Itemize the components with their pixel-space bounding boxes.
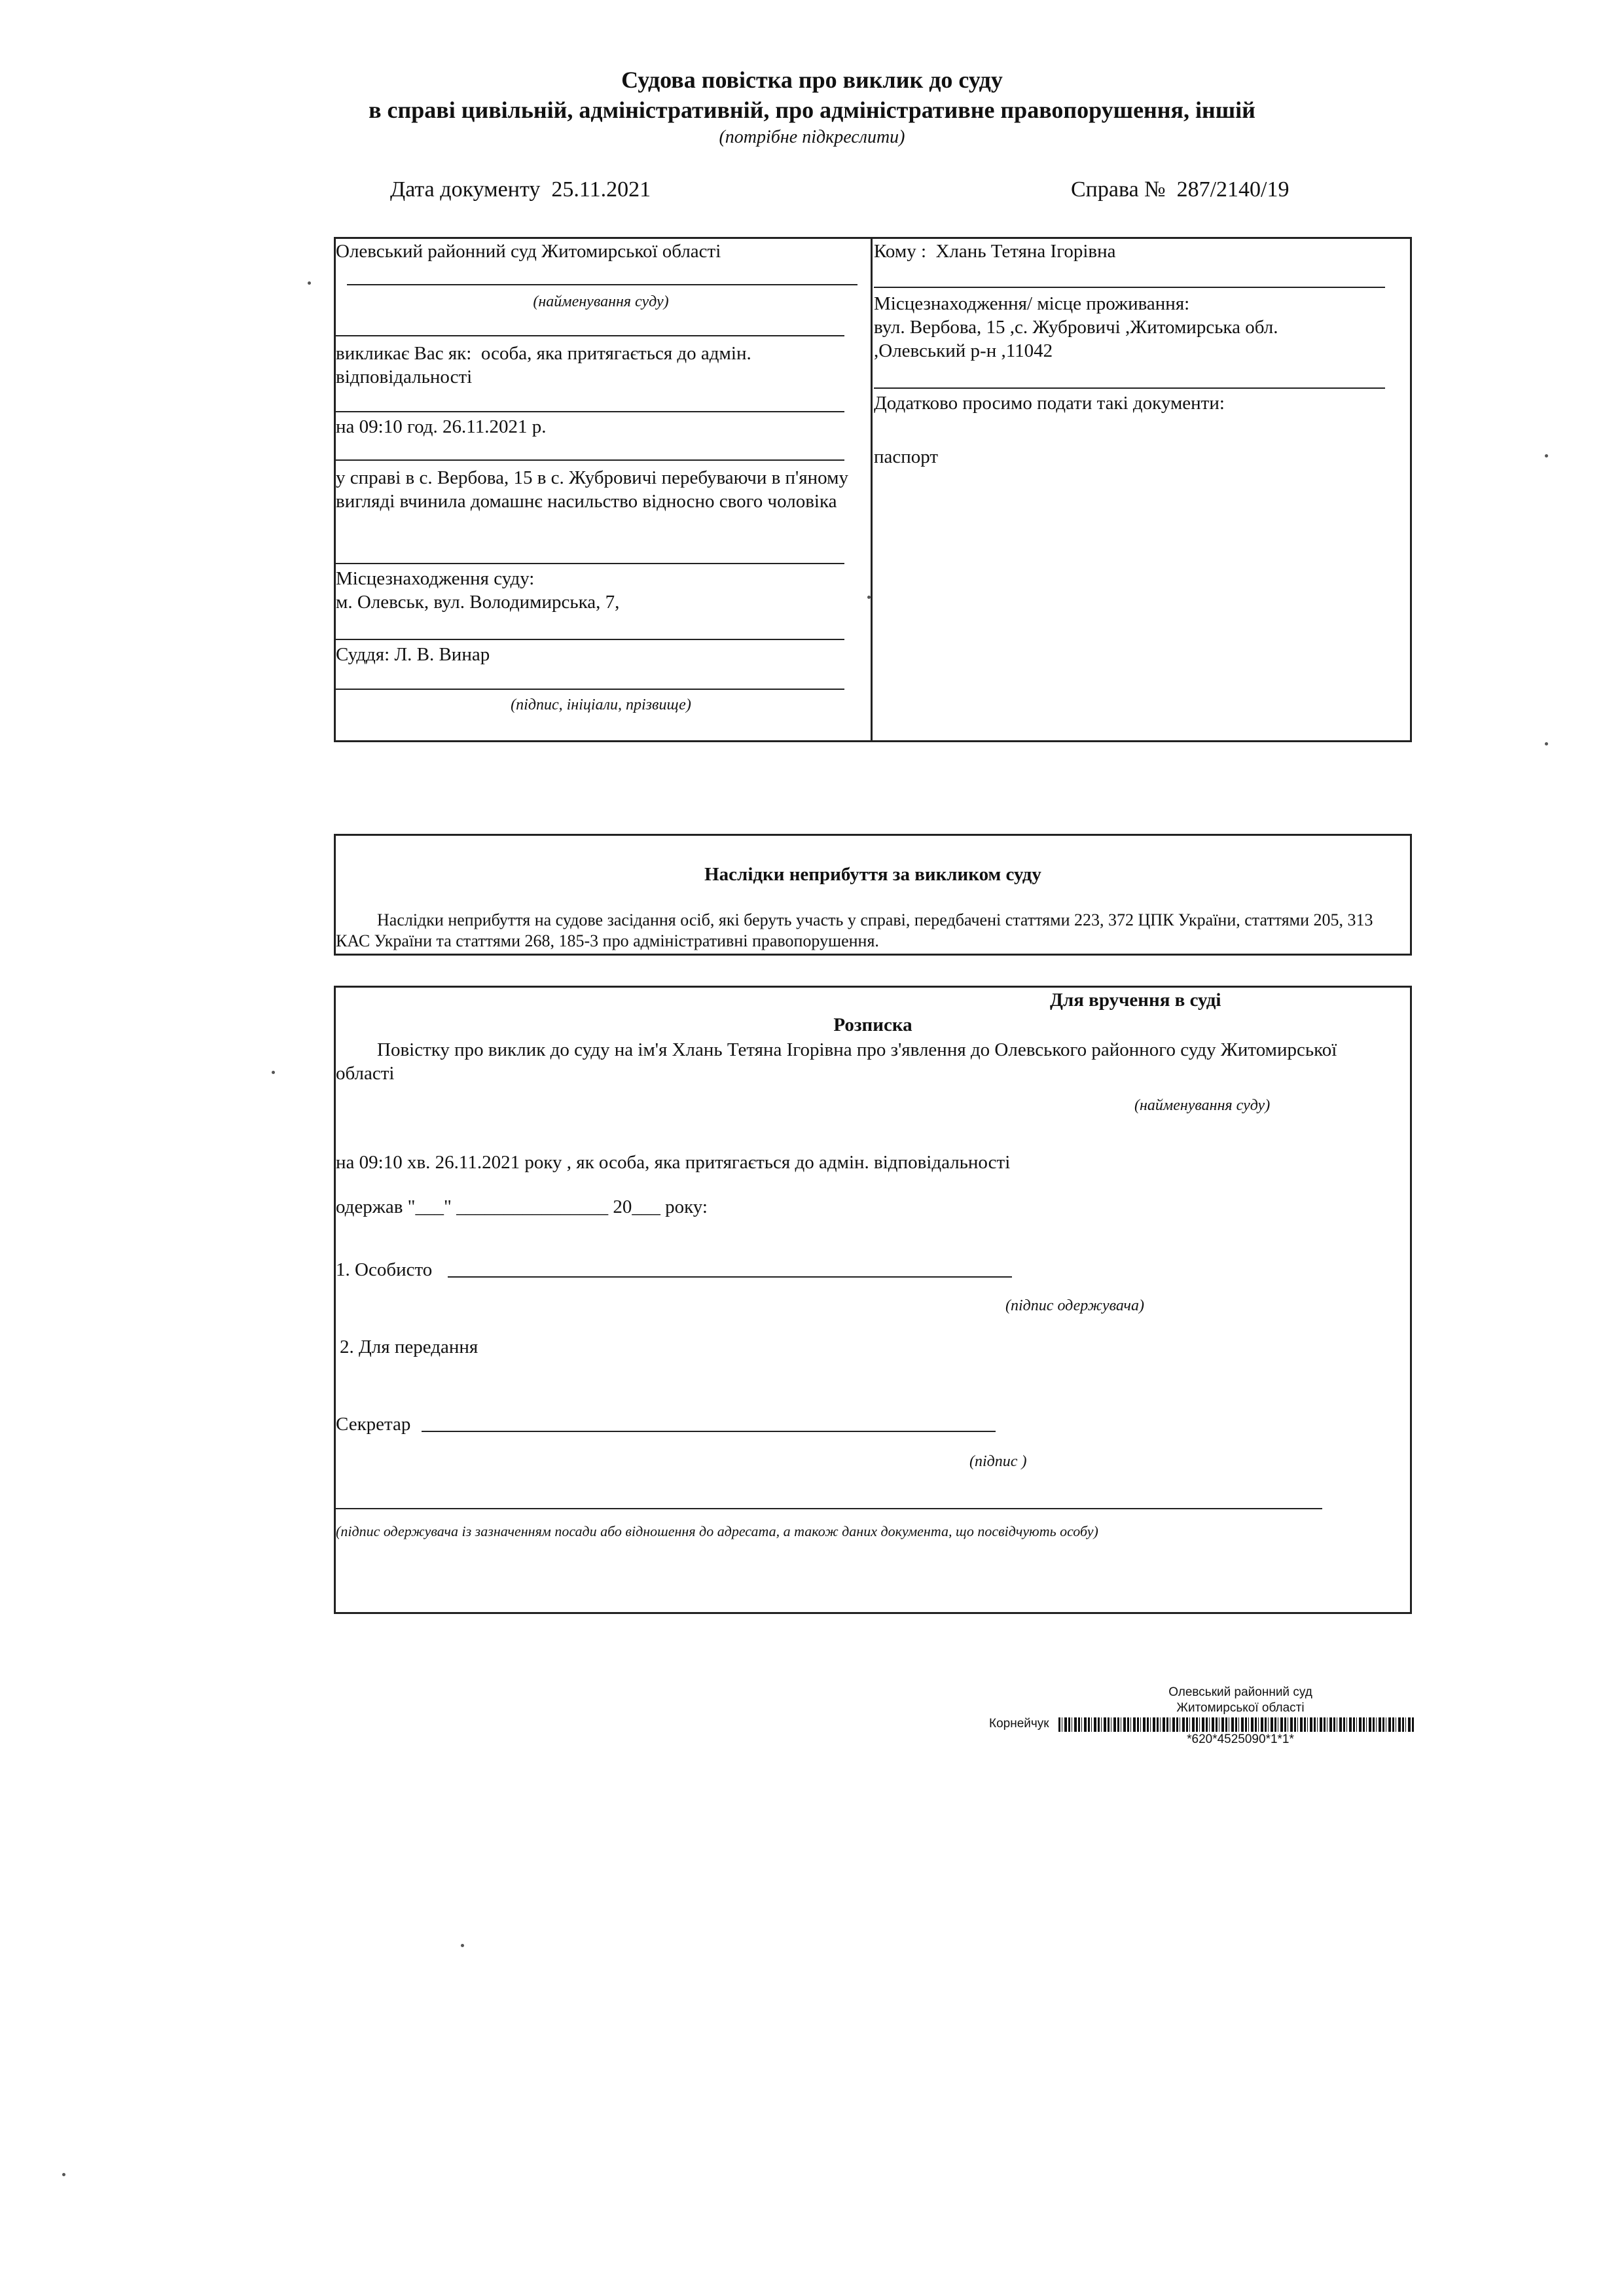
column-divider bbox=[871, 237, 873, 742]
court-location-value: м. Олевськ, вул. Володимирська, 7, bbox=[336, 592, 620, 613]
divider bbox=[336, 335, 844, 336]
case-number-label: Справа № bbox=[1071, 177, 1166, 202]
address-line-2: ,Олевський р-н ,11042 bbox=[874, 340, 1053, 361]
consequences-text: Наслідки неприбуття на судове засідання осіб, які беруть участь у справі, передбачені статтями 223, 372 ЦПК України, статтями 205, 313 КАС України та статтями 268, 185-3 про адміністративні правопорушення. bbox=[336, 910, 1373, 950]
document-date-value: 25.11.2021 bbox=[551, 177, 651, 202]
divider bbox=[336, 411, 844, 412]
address-line-1: вул. Вербова, 15 ,с. Жубровичі ,Житомирська обл. bbox=[874, 317, 1278, 338]
summons-label: викликає Вас як: bbox=[336, 343, 472, 364]
scan-speck bbox=[461, 1944, 464, 1947]
recipient bbox=[874, 240, 1116, 263]
stamp-court-line-1: Олевський районний суд bbox=[1168, 1685, 1312, 1699]
judge-label: Суддя: bbox=[336, 644, 390, 665]
address-label: Місцезнаходження/ місце проживання: bbox=[874, 293, 1190, 314]
document-date-label: Дата документу bbox=[390, 177, 541, 202]
hearing-time: на 09:10 год. 26.11.2021 р. bbox=[336, 416, 547, 437]
signature-line bbox=[336, 689, 844, 690]
secretary-label: Секретар bbox=[336, 1414, 411, 1435]
transfer-label: 2. Для передання bbox=[340, 1336, 478, 1357]
divider bbox=[336, 639, 844, 640]
stamp-clerk: Корнейчук bbox=[989, 1717, 1049, 1731]
recipient-label: Кому : bbox=[874, 241, 927, 262]
consequences-title: Наслідки неприбуття за викликом суду bbox=[704, 864, 1041, 885]
receipt-text: Повістку про виклик до суду на ім'я Хлань Тетяна Ігорівна про з'явлення до Олевського районного суду Житомирської області bbox=[336, 1039, 1337, 1084]
personal-signature-line bbox=[448, 1276, 1012, 1278]
court-location-label: Місцезнаходження суду: bbox=[336, 568, 535, 589]
case-description: у справі в с. Вербова, 15 в с. Жубровичі перебуваючи в п'яному вигляді вчинила домашнє насильство відносно свого чоловіка bbox=[336, 467, 848, 512]
documents-value: паспорт bbox=[874, 446, 939, 467]
court-name-caption: (найменування суду) bbox=[533, 293, 669, 310]
summons-role-value: особа, яка притягається до адмін. відповідальності bbox=[336, 343, 751, 387]
scan-speck bbox=[867, 596, 871, 599]
receipt-time-line: на 09:10 хв. 26.11.2021 року , як особа, яка притягається до адмін. відповідальності bbox=[336, 1152, 1011, 1173]
divider bbox=[874, 287, 1385, 288]
scan-speck bbox=[308, 281, 311, 285]
summons-role bbox=[336, 342, 853, 389]
underline-note: (потрібне підкреслити) bbox=[719, 127, 905, 147]
judge-caption: (підпис, ініціали, прізвище) bbox=[511, 696, 691, 713]
case-number-value: 287/2140/19 bbox=[1176, 177, 1290, 202]
divider bbox=[874, 387, 1385, 389]
case-number bbox=[1071, 177, 1290, 203]
documents-label: Додатково просимо подати такі документи: bbox=[874, 393, 1225, 414]
stamp-court-line-2: Житомирської області bbox=[1176, 1701, 1305, 1715]
scan-speck bbox=[62, 2173, 65, 2176]
receipt-court-caption: (найменування суду) bbox=[1134, 1097, 1271, 1114]
for-court-label: Для вручення в суді bbox=[1050, 990, 1221, 1011]
receipt-title: Розписка bbox=[833, 1014, 912, 1035]
barcode bbox=[1058, 1717, 1414, 1732]
scan-speck bbox=[272, 1071, 275, 1074]
personal-caption: (підпис одержувача) bbox=[1005, 1297, 1144, 1314]
divider bbox=[347, 284, 857, 285]
judge-name: Л. В. Винар bbox=[394, 644, 490, 665]
document-date bbox=[390, 177, 651, 203]
scan-speck bbox=[1545, 742, 1548, 745]
summons-title: Судова повістка про виклик до суду bbox=[621, 67, 1003, 93]
summons-subtitle: в справі цивільній, адміністративній, про адміністративне правопорушення, іншій bbox=[369, 97, 1255, 123]
scan-speck bbox=[1545, 454, 1548, 457]
divider bbox=[336, 459, 844, 461]
received-date-line: одержав "___" ________________ 20___ року: bbox=[336, 1196, 708, 1217]
stamp-code: *620*4525090*1*1* bbox=[1187, 1732, 1294, 1746]
court-name: Олевський районний суд Житомирської області bbox=[336, 241, 721, 262]
secretary-caption: (підпис ) bbox=[969, 1453, 1027, 1470]
personal-label: 1. Особисто bbox=[336, 1259, 433, 1280]
receipt-footer-caption: (підпис одержувача із зазначенням посади або відношення до адресата, а також даних документа, що посвідчують особу) bbox=[336, 1523, 1098, 1539]
divider bbox=[336, 563, 844, 564]
recipient-name: Хлань Тетяна Ігорівна bbox=[935, 241, 1116, 262]
receipt-footer-line bbox=[336, 1508, 1322, 1509]
judge bbox=[336, 643, 490, 666]
secretary-signature-line bbox=[422, 1431, 996, 1432]
